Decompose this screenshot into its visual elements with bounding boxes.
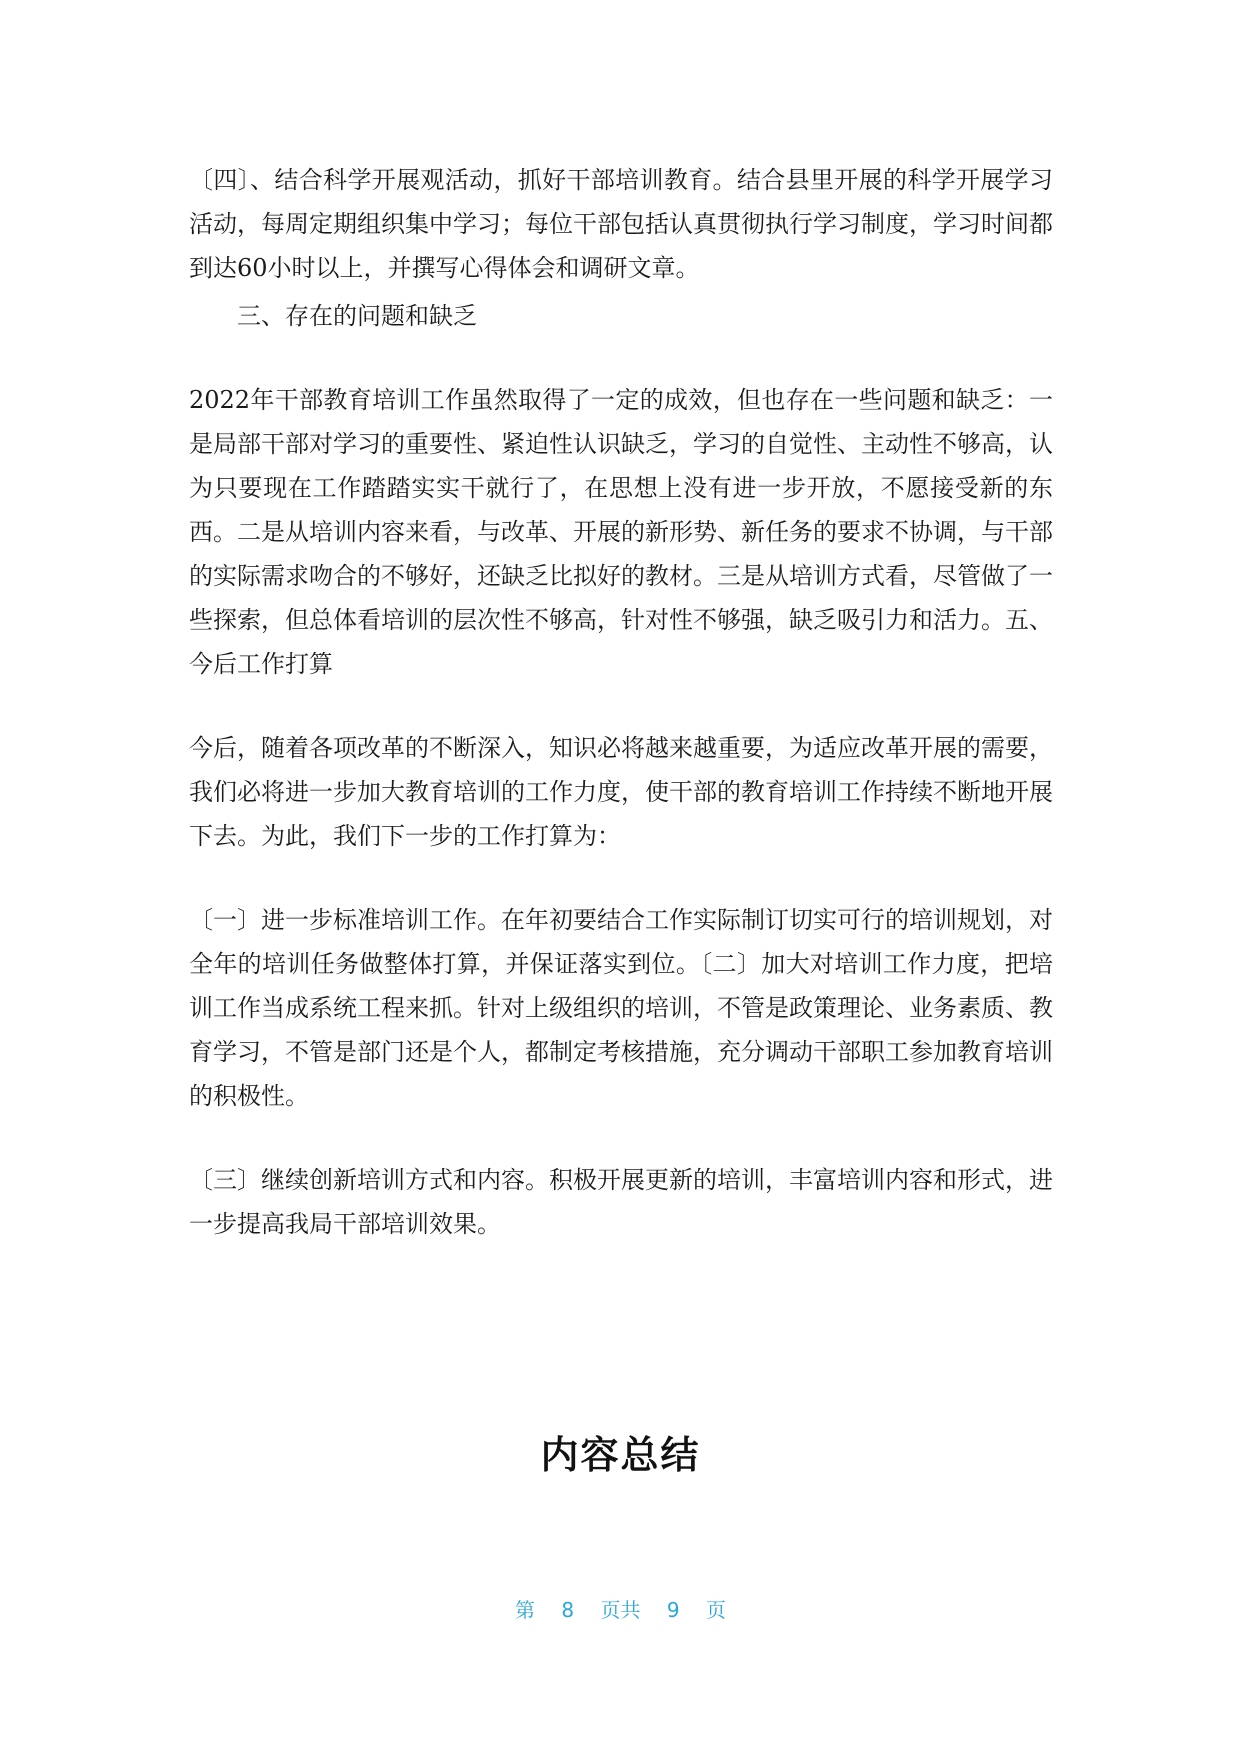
spacer: [189, 338, 1053, 378]
spacer: [189, 686, 1053, 726]
document-body: [189, 158, 1053, 1246]
paragraph-plan-3: 〔三〕继续创新培训方式和内容。积极开展更新的培训，丰富培训内容和形式，进一步提高我局干部培训效果。: [189, 1166, 1053, 1238]
page-footer: [0, 1594, 1241, 1623]
spacer: [189, 1118, 1053, 1158]
heading-problems: 三、存在的问题和缺乏: [237, 302, 477, 330]
paragraph-future: 今后，随着各项改革的不断深入，知识必将越来越重要，为适应改革开展的需要，我们必将进一步加大教育培训的工作力度，使干部的教育培训工作持续不断地开展下去。为此，我们下一步的工作打算为：: [189, 734, 1053, 850]
footer-prefix: 第: [515, 1598, 536, 1622]
total-page-number: 9: [666, 1598, 680, 1622]
paragraph-section-4: 〔四〕、结合科学开展观活动，抓好干部培训教育。结合县里开展的科学开展学习活动，每周定期组织集中学习；每位干部包括认真贯彻执行学习制度，学习时间都到达60小时以上，并撰写心得体会和调研文章。: [189, 166, 1053, 282]
current-page-number: 8: [561, 1598, 575, 1622]
footer-middle: 页共: [600, 1598, 641, 1622]
footer-suffix: 页: [705, 1598, 726, 1622]
spacer: [189, 858, 1053, 898]
paragraph-plan-1-2: 〔一〕进一步标准培训工作。在年初要结合工作实际制订切实可行的培训规划，对全年的培训任务做整体打算，并保证落实到位。〔二〕加大对培训工作力度，把培训工作当成系统工程来抓。针对上级组织的培训，不管是政策理论、业务素质、教育学习，不管是部门还是个人，都制定考核措施，充分调动干部职工参加教育培训的积极性。: [189, 906, 1053, 1110]
paragraph-problems: 2022年干部教育培训工作虽然取得了一定的成效，但也存在一些问题和缺乏：一是局部干部对学习的重要性、紧迫性认识缺乏，学习的自觉性、主动性不够高，认为只要现在工作踏踏实实干就行了，在思想上没有进一步开放，不愿接受新的东西。二是从培训内容来看，与改革、开展的新形势、新任务的要求不协调，与干部的实际需求吻合的不够好，还缺乏比拟好的教材。三是从培训方式看，尽管做了一些探索，但总体看培训的层次性不够高，针对性不够强，缺乏吸引力和活力。五、今后工作打算: [189, 386, 1053, 678]
summary-title: 内容总结: [540, 1433, 701, 1477]
